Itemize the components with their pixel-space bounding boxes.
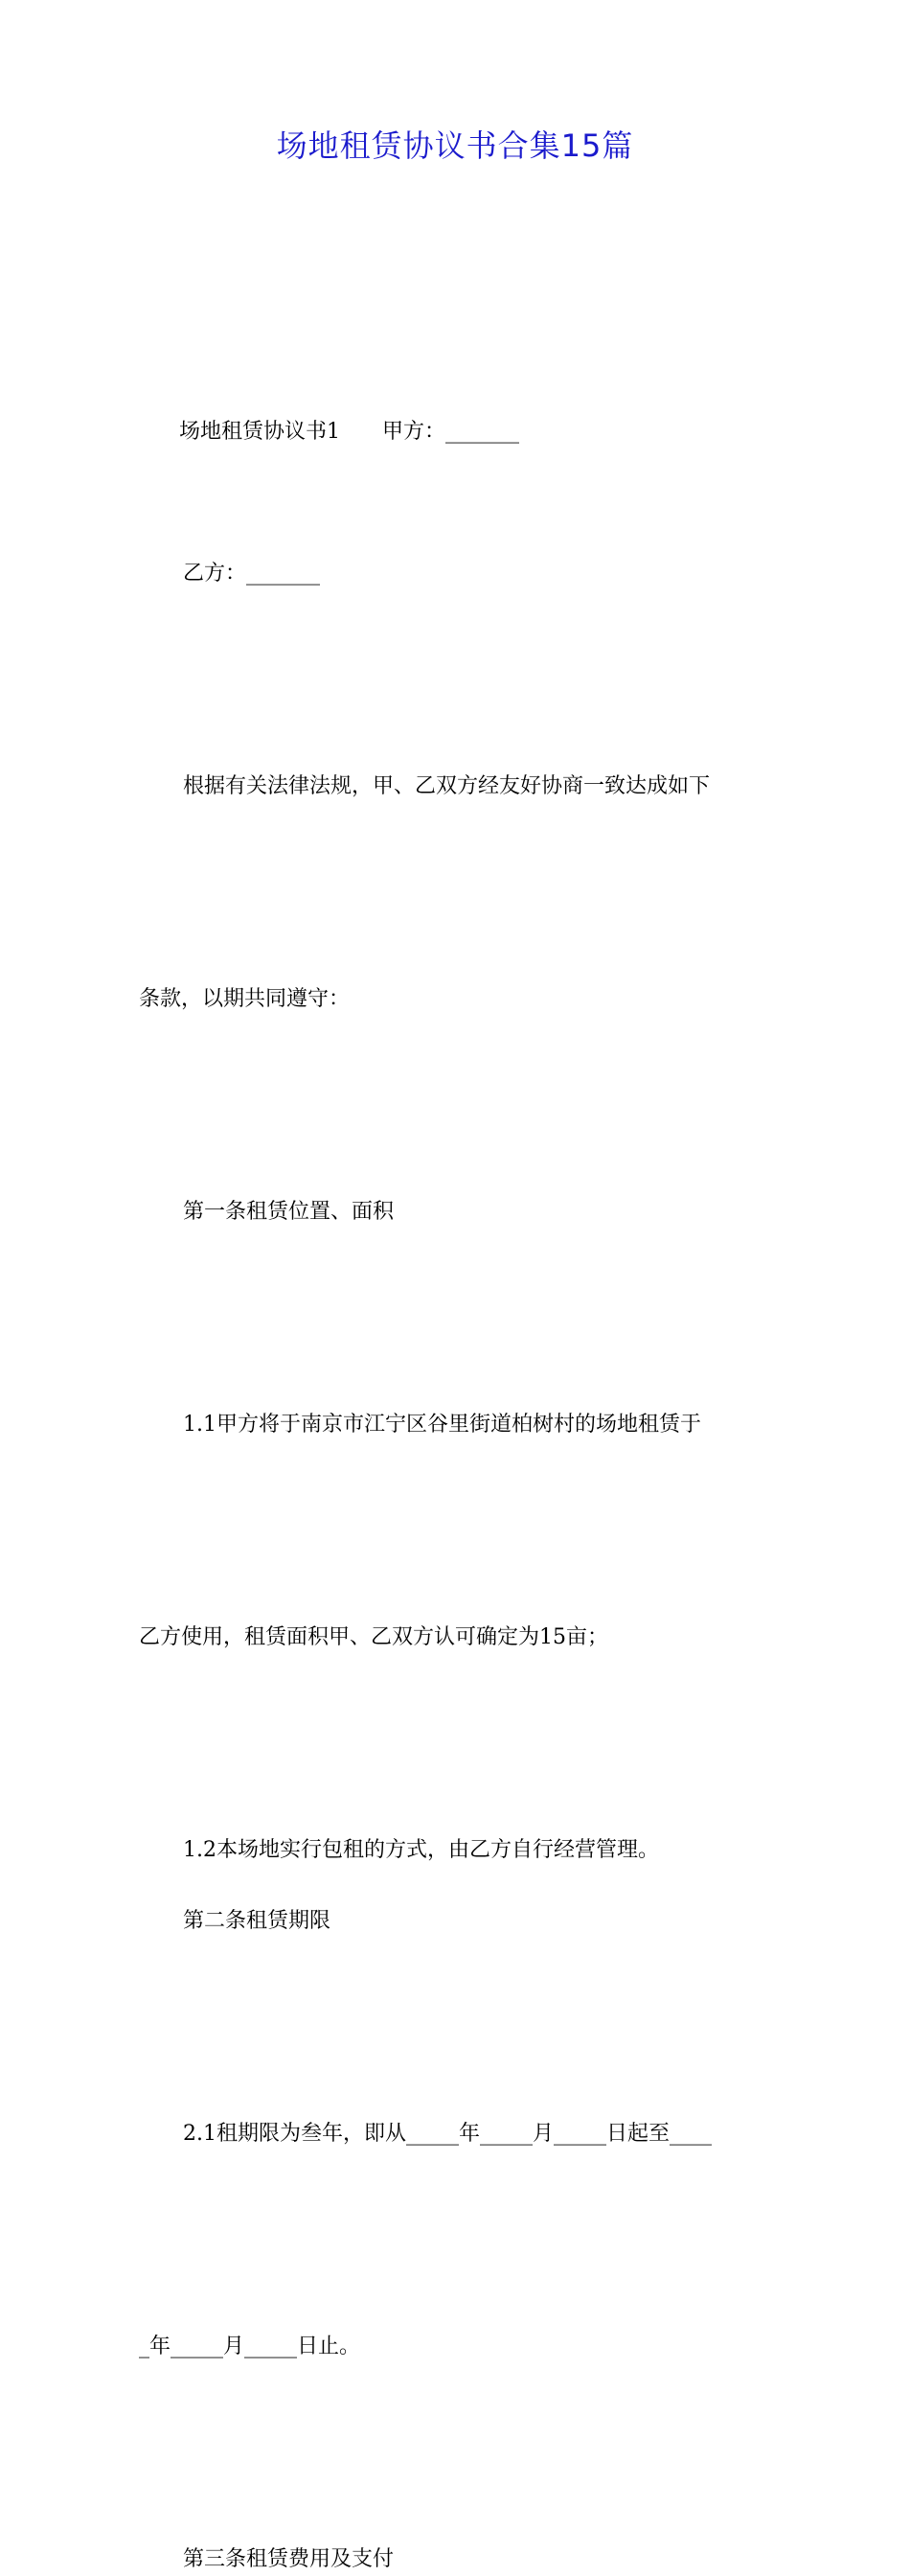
article-1-heading: 第一条租赁位置、面积 (183, 1200, 395, 1224)
clause-1-2: 1.2本场地实行包租的方式，由乙方自行经营管理。 (183, 1838, 659, 1862)
party-b-field: 乙方：_______ (183, 562, 321, 586)
party-a-field: 甲方：_______ (381, 420, 519, 444)
article-2-heading: 第二条租赁期限 (183, 1909, 331, 1933)
clause-1-1-line-2: 乙方使用，租赁面积甲、乙双方认可确定为15亩； (139, 1625, 608, 1649)
intro-line-2: 条款，以期共同遵守： (139, 987, 351, 1011)
clause-2-1-line-2: _年_____月_____日止。 (139, 2334, 361, 2358)
agreement-header-line (139, 326, 776, 539)
intro-line-1: 根据有关法律法规，甲、乙双方经友好协商一致达成如下 (183, 774, 711, 798)
clause-2-1-line-1: 2.1租期限为叁年，即从_____年_____月_____日起至____ (183, 2122, 712, 2146)
intro-paragraph (139, 610, 776, 1177)
document-body (139, 326, 776, 2576)
clause-1-1 (139, 1248, 776, 1815)
agreement-number-label: 场地租赁协议书1 (178, 420, 340, 444)
clause-1-1-line-1: 1.1甲方将于南京市江宁区谷里街道柏树村的场地租赁于 (183, 1413, 701, 1437)
clause-2-1 (139, 1957, 776, 2524)
article-3-heading: 第三条租赁费用及支付 (183, 2547, 395, 2571)
document-title: 场地租赁协议书合集15篇 (276, 127, 634, 164)
